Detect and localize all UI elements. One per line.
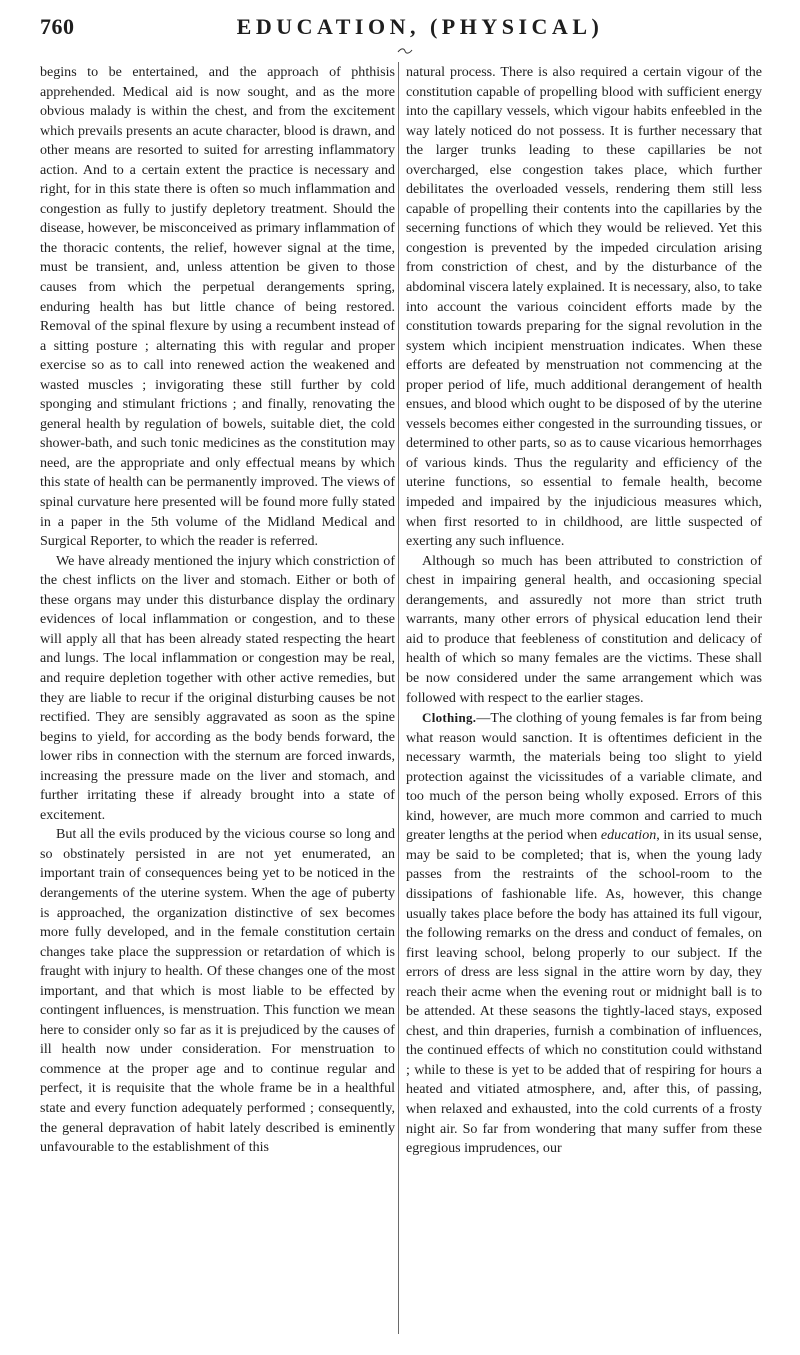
right-column [406,63,762,1159]
clothing-emphasis: education [600,827,657,844]
left-paragraph-1: begins to be entertained, and the approach of phthisis apprehended. Medical aid is now sought, and as the more obvious malady is within the chest, and from the excitement which prevails presents an acute character, blood is drawn, and other means are resorted to suited for arresting inflammatory action. And to a certain extent the practice is necessary and right, for in this state there is often so much inflammation and congestion as fully to justify depletory treatment. Should the disease, however, be misconceived as primary inflammation of the thoracic contents, the relief, however signal at the time, must be transient, and, unless attention be given to those causes from which the perpetual derangements spring, enduring health has but little chance of being restored. Removal of the spinal flexure by using a recumbent instead of a sitting posture ; alternating this with regular and proper exercise so as to call into renewed action the weakened and wasted muscles ; invigorating these still further by cold sponging and stimulant frictions ; and finally, renovating the general health by regulation of bowels, suitable diet, the cold shower-bath, and such tonic medicines as the constitution may need, are the appropriate and only effectual means by which this state of health can be permanently improved. The views of spinal curvature here presented will be found more fully stated in a paper in the 5th volume of the Midland Medical and Surgical Reporter, to which the reader is referred. [40,64,395,550]
section-heading-clothing: Clothing. [422,710,477,726]
clothing-text-a: —The clothing of young females is far from being what reason would sanction. It is oftentimes deficient in the necessary warmth, the materials being too slight to yield protection against the vicissitudes of a variable climate, and too much of the person being wholly exposed. Errors of this kind, however, are much more common and carried to much greater lengths at the period when [406,710,762,844]
left-paragraph-3: But all the evils produced by the vicious course so long and so obstinately persisted in are not yet enumerated, an important train of consequences being yet to be noticed in the derangements of the uterine system. When the age of puberty is approached, the organization distinctive of sex becomes more fully developed, and in the female constitution certain changes take place the suppression or retardation of which is fraught with injury to health. Of these changes one of the most important, and that which is most liable to be effected by contingent influences, is menstruation. This function we mean here to consider only so far as it is prejudiced by the causes of ill health now under consideration. For menstruation to commence at the proper age and to continue regular and perfect, it is requisite that the whole frame be in a healthful state and every function adequately performed ; consequently, the general depravation of habit lately described is eminently unfavourable to the establishment of this [40,826,395,1156]
right-paragraph-1: natural process. There is also required a certain vigour of the constitution capable of propelling blood with sufficient energy into the capillary vessels, which vigour habits enfeebled in the way lately noticed do not possess. It is further necessary that the larger trunks leading to these capillaries be not overcharged, else congestion takes place, which further debilitates the overloaded vessels, rendering them still less capable of propelling their contents into the capillaries by the secerning functions of which they would be relieved. Yet this congestion is prevented by the impeded circulation arising from constriction of chest, and by the disturbance of the abdominal viscera lately explained. It is necessary, also, to take into account the various coincident efforts made by the constitution towards preparing for the signal revolution in the system which incipient menstruation indicates. When these efforts are defeated by menstruation not commencing at the proper period of life, much additional derangement of health ensues, and blood which ought to be disposed of by the uterine vessels becomes either congested in the surrounding tissues, or determined to other parts, so as to cause vicarious hemorrhages of various kinds. Thus the regularity and efficiency of the uterine functions, so essential to female health, become impeded and impaired by the injudicious measures which, when first resorted to in childhood, are little suspected of exerting any such influence. [406,64,762,550]
page-number: 760 [40,14,75,39]
left-column [40,63,395,1158]
left-paragraph-2: We have already mentioned the injury which constriction of the chest inflicts on the liver and stomach. Either or both of these organs may under this disturbance display the ordinary evidences of local inflammation or congestion, and to these will apply all that has been already stated respecting the heart and lungs. The local inflammation or congestion may be real, and require depletion together with other active remedies, but they are liable to recur if the original disturbing causes be not rectified. They are sensibly aggravated as soon as the spine begins to yield, for according as the body bends forward, the lower ribs in connection with the sternum are forced inwards, increasing the pressure made on the liver and stomach, and further irritating these if already brought into a state of excitement. [40,552,395,823]
clothing-text-b: , in its usual sense, may be said to be completed; that is, when the young lady passes from the restraints of the school-room to the dissipations of fashionable life. As, however, this change usually takes place before the body has attained its full vigour, the following remarks on the dress and conduct of females, on first leaving school, belong properly to our subject. If the errors of dress are less signal in the attire worn by day, they reach their acme when the evening rout or midnight ball is to be attended. At these seasons the tightly-laced stays, exposed chest, and thin draperies, furnish a combination of influences, the continued effects of which no constitution could withstand ; while to these is yet to be added that of respiring for hours a heated and vitiated atmosphere, and, after this, of passing, when relaxed and exhausted, into the cold currents of a frosty night air. So far from wondering that many suffer from these egregious imprudences, our [406,827,762,1157]
column-divider [398,62,399,1334]
clothing-paragraph [406,708,762,1159]
page-header [40,4,760,44]
running-head: EDUCATION, (PHYSICAL) [236,14,604,39]
header-ornament-icon [397,47,413,55]
right-paragraph-2: Although so much has been attributed to constriction of chest in impairing general health, and occasioning special derangements, and assuredly not more than strict truth warrants, many other errors of physical education lend their aid to produce that feebleness of constitution and delicacy of health of which so many females are the victims. These shall be now considered under the same arrangement which was followed with respect to the earlier stages. [406,552,762,706]
